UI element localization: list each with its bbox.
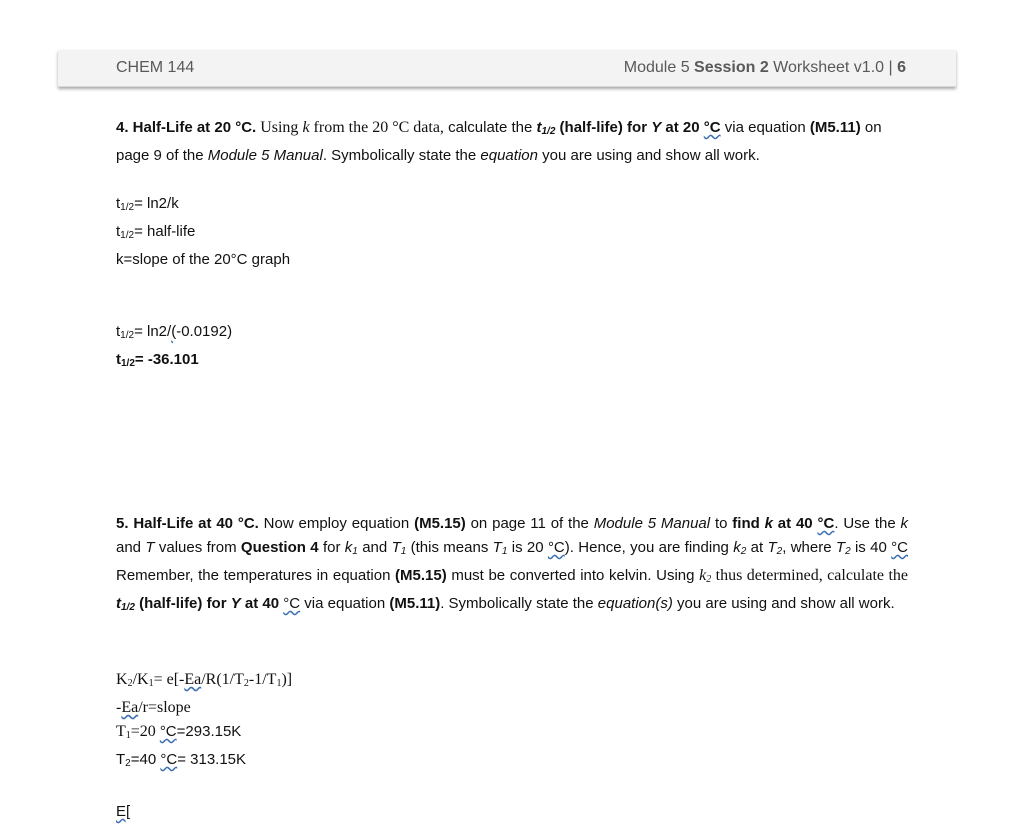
q4-answer-formula: $t_{1/2}= \ln 2/k$ xyxy=(116,195,179,213)
question-4-prompt: 4. Half-Life at 20 °C. Using k from the 20 °C data, calculate the $t_{1/2}$ (half-life) for Y at 20 °C via equation (M5.11) on page 9 of the Module 5 Manual. Symbolically state the equation you are using and show all work. xyxy=(116,119,882,164)
session-label: Session 2 xyxy=(694,59,769,76)
q4-answer-result: $t_{1/2}= -36.101$ xyxy=(116,351,199,369)
q4-answer-definition: $t_{1/2}=$ half-life xyxy=(116,223,196,241)
page-header xyxy=(58,50,956,87)
q4-answer-calculation: $t_{1/2}= \ln 2/(-0.0192)$ xyxy=(116,323,233,341)
course-code: CHEM 144 xyxy=(116,59,195,76)
q4-answer-k-definition: k=slope of the 20°C graph xyxy=(116,251,291,268)
q5-answer-partial[interactable]: E[ xyxy=(116,803,131,820)
worksheet-body xyxy=(116,116,908,824)
page-number: 6 xyxy=(897,59,906,76)
q5-answer-t2: $T_2=40$ °C= 313.15K xyxy=(116,751,247,769)
q5-answer-arrhenius: $K_2/K_1= e[-Ea/R(1/T_2-1/T_1)]$ xyxy=(116,671,293,689)
q5-answer-t1: $T_1=20$ °C=293.15K xyxy=(116,723,242,741)
module-title: Module 5 Session 2 Worksheet v1.0 | 6 xyxy=(623,59,906,76)
q5-answer-slope: -Ea/r=slope xyxy=(116,699,191,716)
question-5-prompt: 5. Half-Life at 40 °C. Now employ equation (M5.15) on page 11 of the Module 5 Manual to find k at 40 °C. Use the k and T values from Question 4 for $k_1$ and $T_1$ (this means $T_1$ is 20 °C). Hence, you are finding $k_2$ at $T_2$, where $T_2$ is 40 °C Remember, the temperatures in equation (M5.15) must be converted into kelvin. Using $k_2$ thus determined, calculate the $t_{1/2}$ (half-life) for Y at 40 °C via equation (M5.11). Symbolically state the equation(s) you are using and show all work. xyxy=(116,515,909,613)
